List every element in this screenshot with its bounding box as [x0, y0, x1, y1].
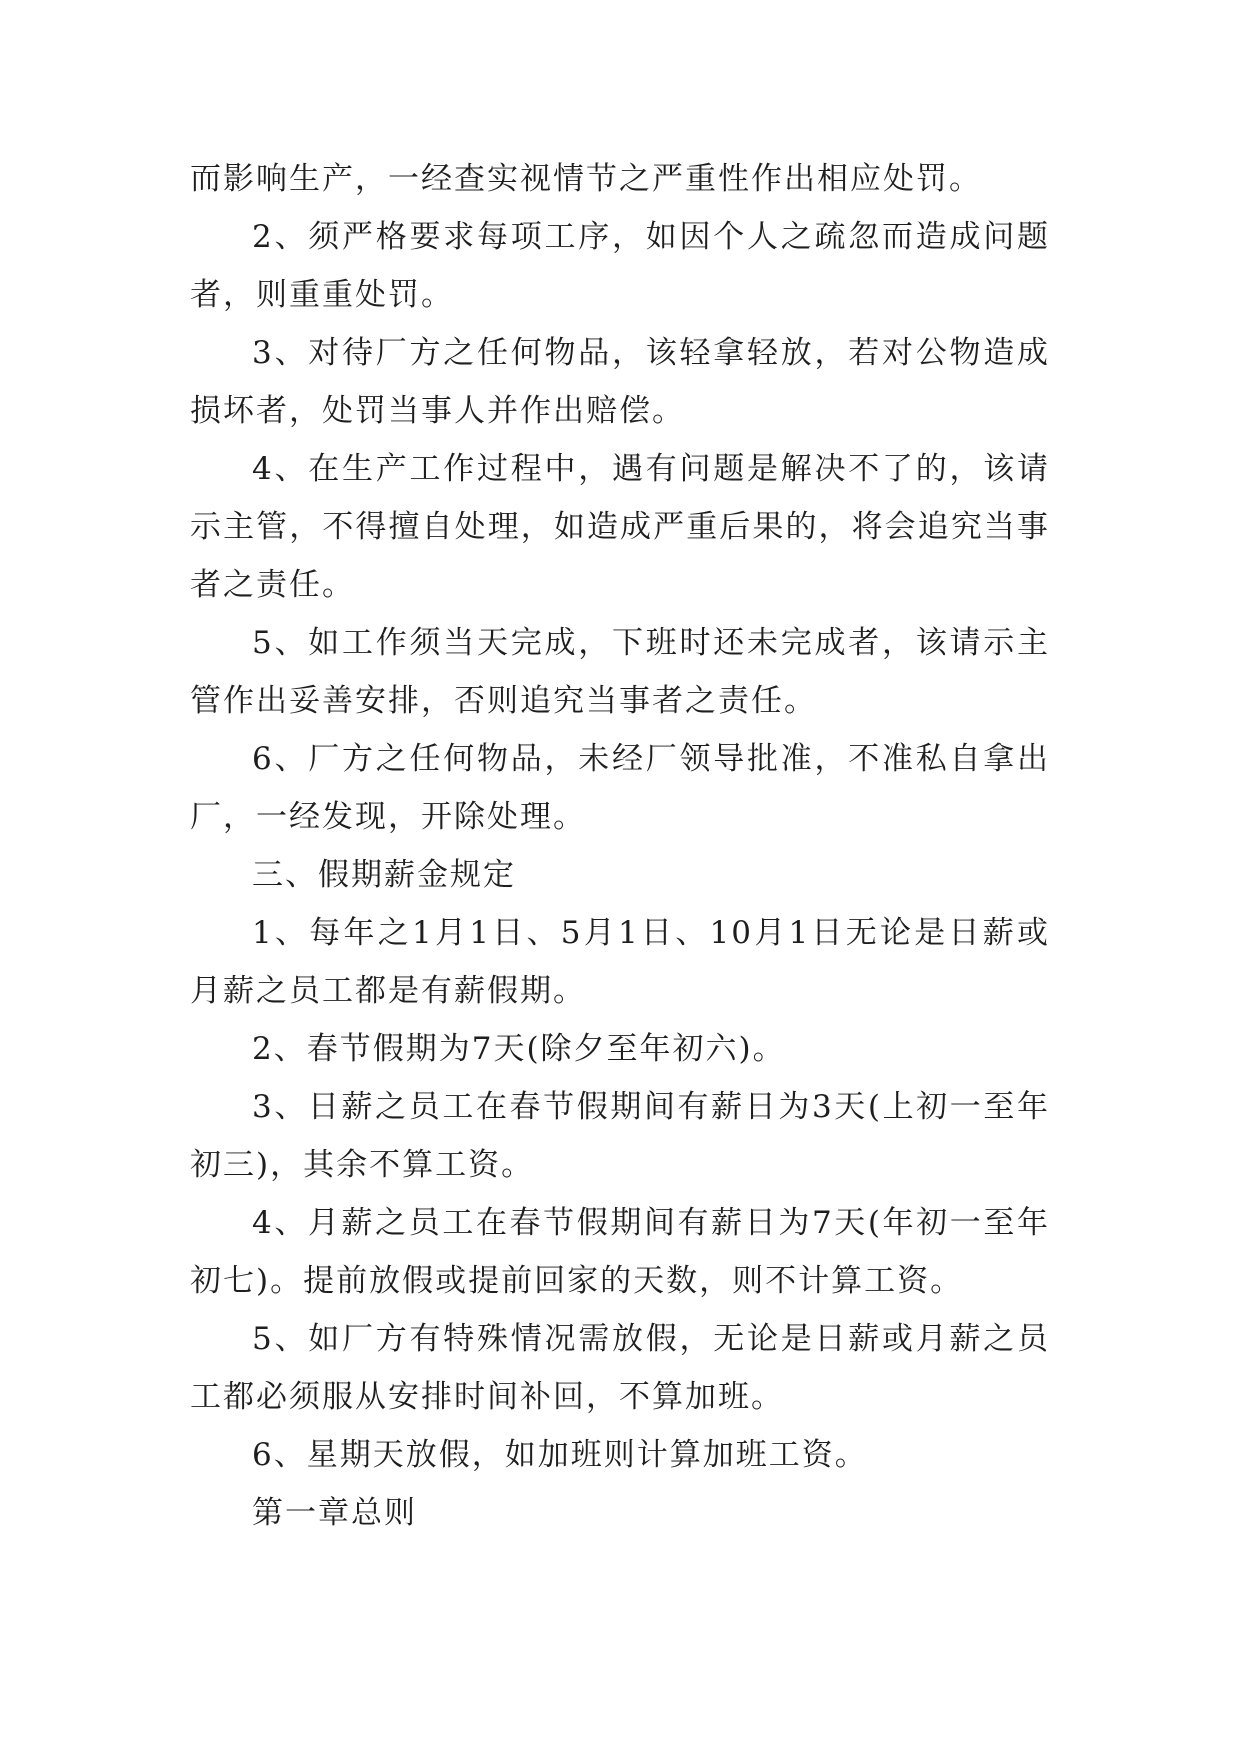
rule-item-4: 4、在生产工作过程中，遇有问题是解决不了的，该请示主管，不得擅自处理，如造成严重后果的，将会追究当事者之责任。	[190, 451, 1050, 603]
holiday-item-2: 2、春节假期为7天(除夕至年初六)。	[252, 1031, 786, 1067]
holiday-item-5: 5、如厂方有特殊情况需放假，无论是日薪或月薪之员工都必须服从安排时间补回，不算加班。	[190, 1321, 1050, 1415]
holiday-item-1: 1、每年之1月1日、5月1日、10月1日无论是日薪或月薪之员工都是有薪假期。	[190, 915, 1050, 1009]
holiday-item-6: 6、星期天放假，如加班则计算加班工资。	[252, 1437, 868, 1473]
rule-item-3: 3、对待厂方之任何物品，该轻拿轻放，若对公物造成损坏者，处罚当事人并作出赔偿。	[190, 335, 1050, 429]
rule-item-6: 6、厂方之任何物品，未经厂领导批准，不准私自拿出厂，一经发现，开除处理。	[190, 741, 1050, 835]
chapter-heading: 第一章总则	[252, 1495, 417, 1531]
rule-item-5: 5、如工作须当天完成，下班时还未完成者，该请示主管作出妥善安排，否则追究当事者之责任。	[190, 625, 1050, 719]
holiday-item-4: 4、月薪之员工在春节假期间有薪日为7天(年初一至年初七)。提前放假或提前回家的天数，则不计算工资。	[190, 1205, 1050, 1299]
paragraph-continuation: 而影响生产，一经查实视情节之严重性作出相应处罚。	[190, 161, 982, 197]
holiday-item-3: 3、日薪之员工在春节假期间有薪日为3天(上初一至年初三)，其余不算工资。	[190, 1089, 1050, 1183]
rule-item-2: 2、须严格要求每项工序，如因个人之疏忽而造成问题者，则重重处罚。	[190, 219, 1050, 313]
section-heading-holiday-pay: 三、假期薪金规定	[252, 857, 516, 893]
document-body	[190, 150, 1050, 1542]
